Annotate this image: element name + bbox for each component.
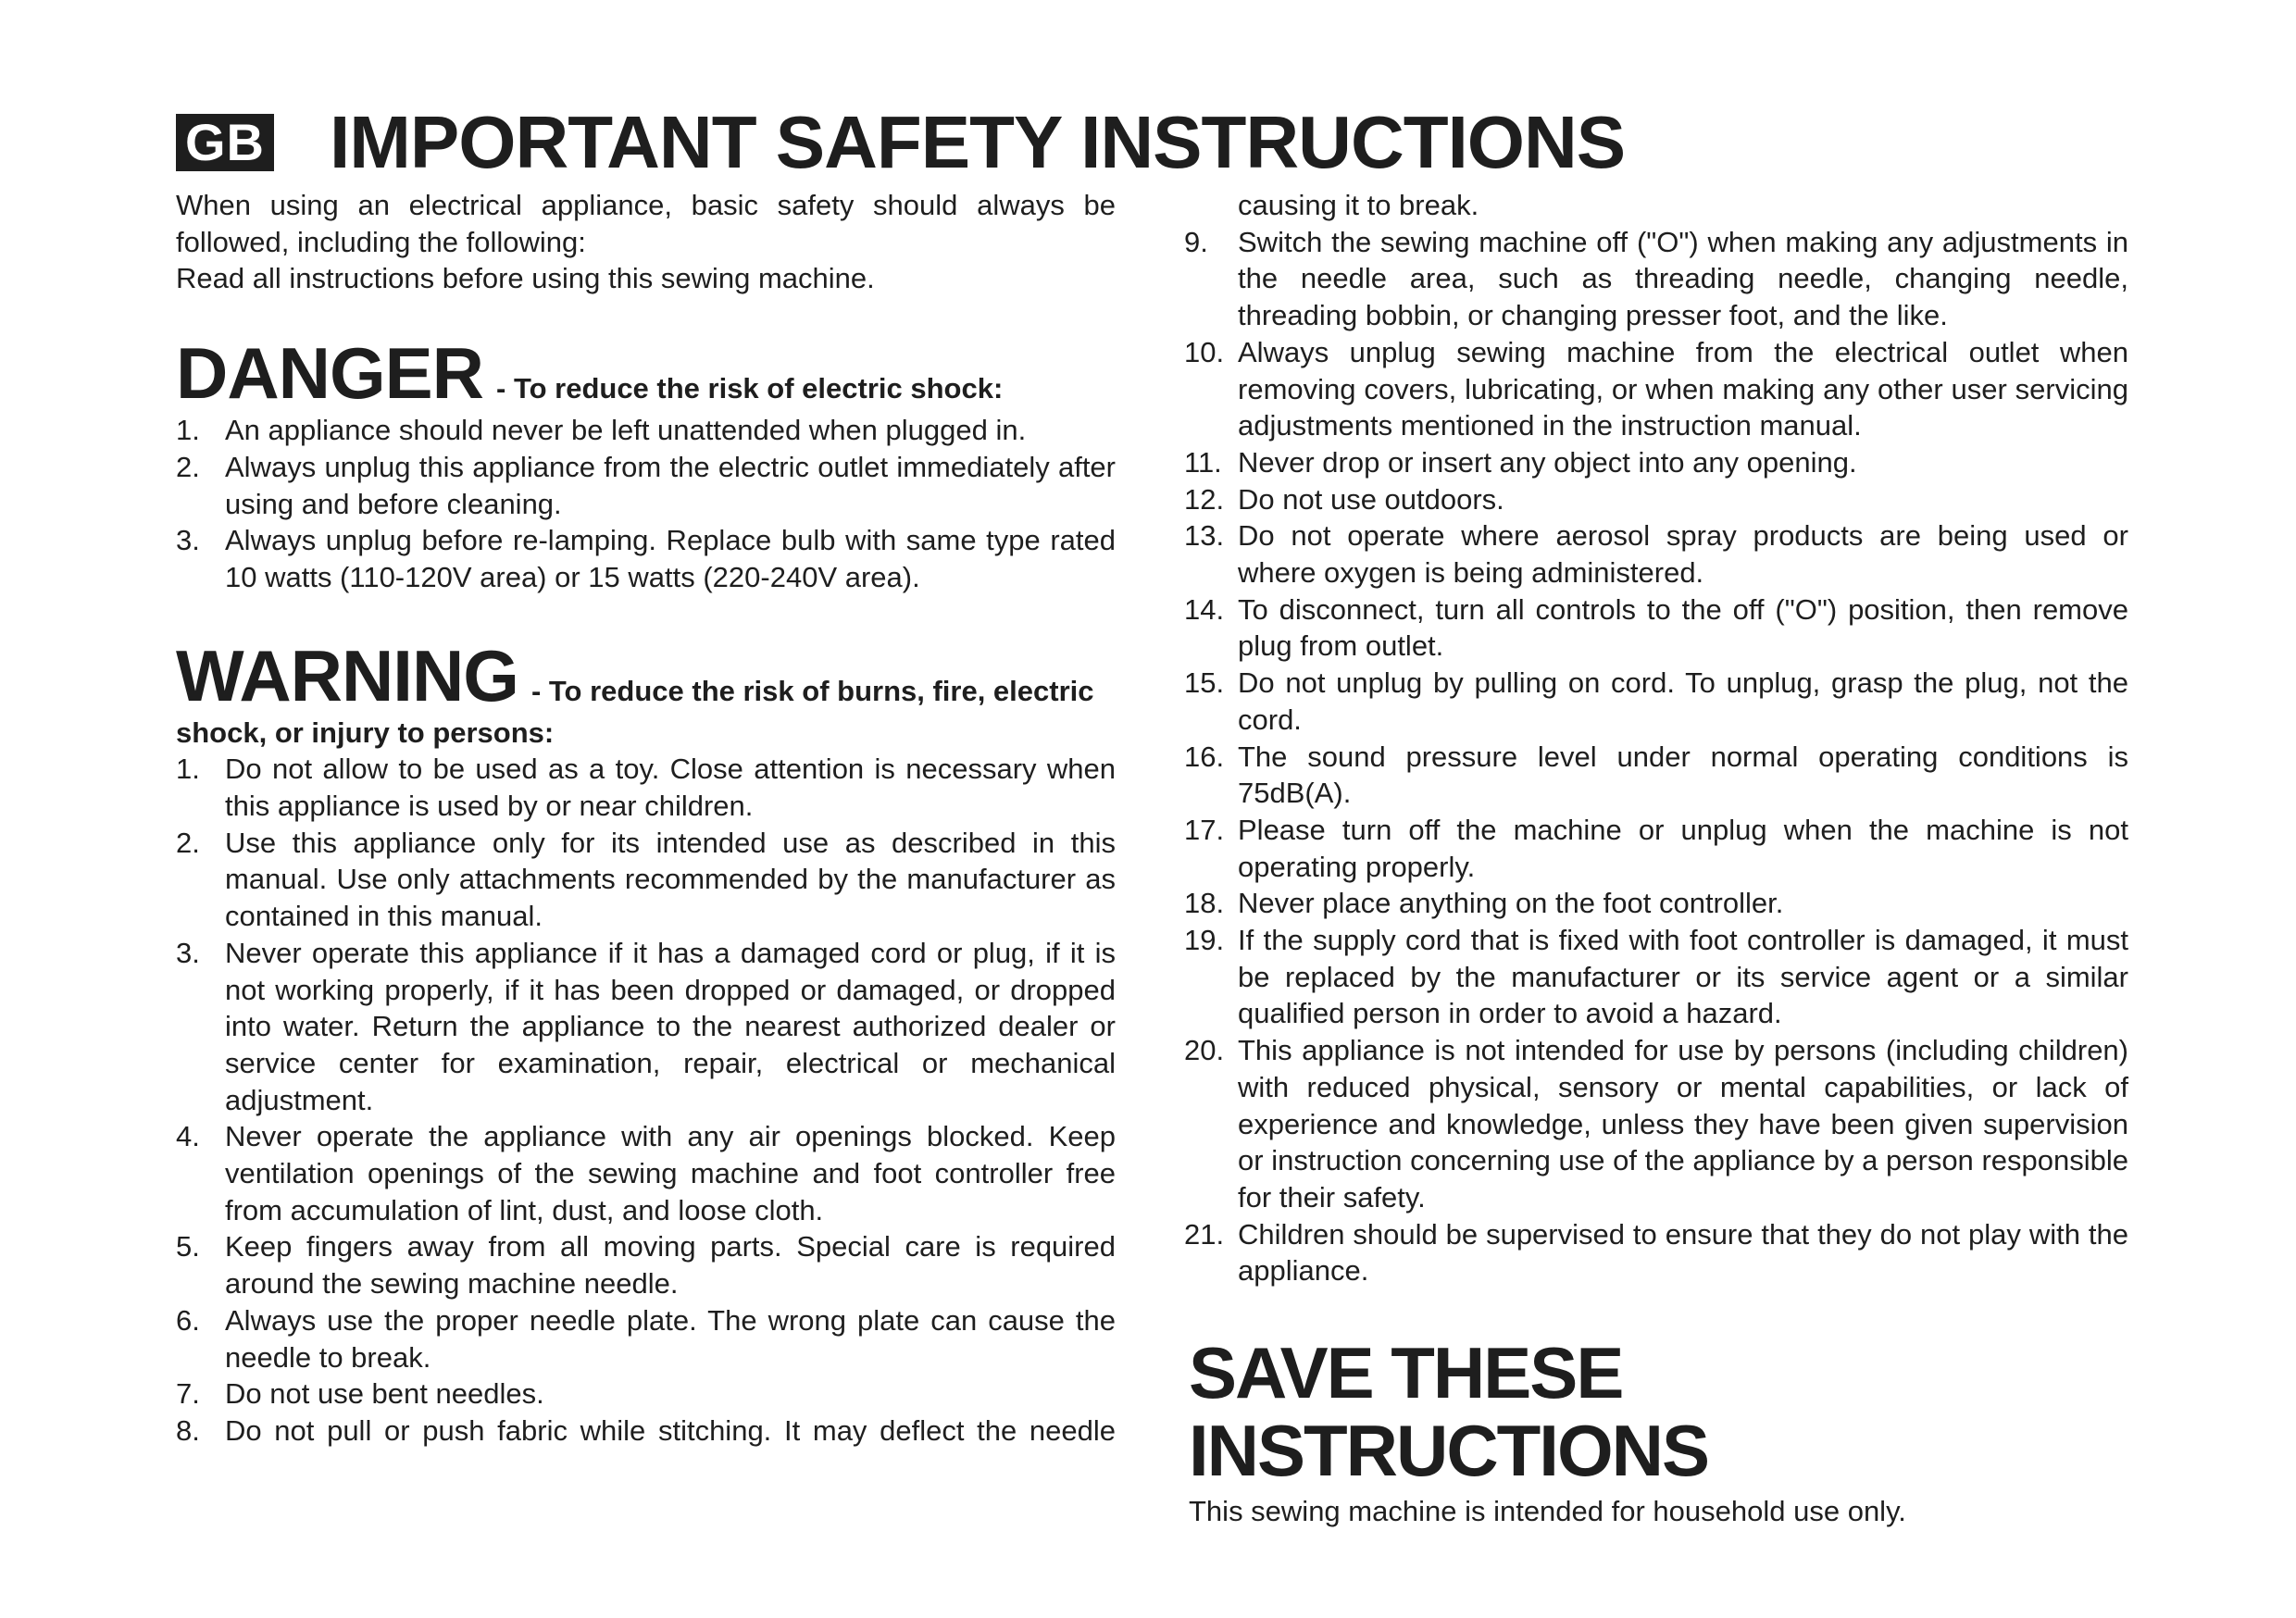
- danger-subtitle: - To reduce the risk of electric shock:: [496, 372, 1004, 405]
- list-item: 6. Always use the proper needle plate. The wrong plate can cause the needle to break.: [176, 1303, 1116, 1374]
- household-use-note: This sewing machine is intended for household use only.: [1189, 1495, 1906, 1528]
- list-item: 21. Children should be supervised to ensure that they do not play with the appliance.: [1184, 1217, 2128, 1288]
- page-title: IMPORTANT SAFETY INSTRUCTIONS: [330, 101, 1626, 183]
- list-item: 13. Do not operate where aerosol spray products are being used or where oxygen is being administered.: [1184, 519, 2128, 590]
- danger-list: [176, 412, 1116, 596]
- language-badge: GB: [176, 114, 274, 171]
- list-item: 14. To disconnect, turn all controls to the off ("O") position, then remove plug from outlet.: [1184, 592, 2128, 663]
- list-item: 11. Never drop or insert any object into any opening.: [1184, 445, 1857, 479]
- warning-list-continued: [1184, 224, 2128, 1289]
- danger-heading: [176, 332, 1116, 415]
- right-column: [1184, 187, 2128, 1530]
- list-item: 15. Do not unplug by pulling on cord. To unplug, grasp the plug, not the cord.: [1184, 666, 2128, 736]
- warning-list: [176, 751, 1116, 1449]
- save-instructions-title: SAVE THESE INSTRUCTIONS: [1189, 1332, 1708, 1492]
- list-item: 3. Never operate this appliance if it has a damaged cord or plug, if it is not working properly, if it has been dropped or damaged, or dropped into water. Return the appliance to the nearest authorized dealer or service center for examination, repair, electrical or mechanical adjustment.: [176, 936, 1116, 1116]
- danger-word: DANGER: [176, 332, 484, 415]
- warning-subtitle: - To reduce the risk of burns, fire, electric: [530, 674, 1094, 707]
- list-item: 1. Do not allow to be used as a toy. Close attention is necessary when this appliance is used by or near children.: [176, 753, 1116, 823]
- list-item: 3. Always unplug before re-lamping. Replace bulb with same type rated 10 watts (110-120V area) or 15 watts (220-240V area).: [176, 524, 1116, 593]
- warning-subtitle-cont: shock, or injury to persons:: [176, 716, 555, 749]
- warning-heading: [176, 634, 1116, 716]
- list-item: 19. If the supply cord that is fixed with foot controller is damaged, it must be replaced by the manufacturer or its service agent or a similar qualified person in order to avoid a hazard.: [1184, 924, 2128, 1030]
- list-item: 7. Do not use bent needles.: [176, 1377, 544, 1411]
- list-item: 5. Keep fingers away from all moving parts. Special care is required around the sewing machine needle.: [176, 1230, 1116, 1301]
- list-item: 16. The sound pressure level under normal operating conditions is 75dB(A).: [1184, 740, 2128, 810]
- list-item: 9. Switch the sewing machine off ("O") when making any adjustments in the needle area, such as threading needle, changing needle, threading bobbin, or changing presser foot, and the like.: [1184, 225, 2128, 332]
- list-item: 18. Never place anything on the foot controller.: [1184, 887, 1784, 920]
- list-item: 2. Use this appliance only for its intended use as described in this manual. Use only attachments recommended by the manufacturer as contained in this manual.: [176, 826, 1116, 933]
- list-item: 8. Do not pull or push fabric while stitching. It may deflect the needle: [176, 1413, 1116, 1447]
- list-item: 1. An appliance should never be left unattended when plugged in.: [176, 414, 1027, 447]
- left-column: [176, 187, 1116, 1450]
- list-item: 4. Never operate the appliance with any air openings blocked. Keep ventilation openings of the sewing machine and foot controller free from accumulation of lint, dust, and loose cloth.: [176, 1120, 1116, 1226]
- item-8-continued: causing it to break.: [1238, 189, 1479, 221]
- intro-read-all: Read all instructions before using this sewing machine.: [176, 262, 875, 295]
- list-item: 2. Always unplug this appliance from the electric outlet immediately after using and before cleaning.: [176, 450, 1116, 520]
- list-item: 10. Always unplug sewing machine from the electrical outlet when removing covers, lubricating, or when making any other user servicing adjustments mentioned in the instruction manual.: [1184, 335, 2128, 442]
- intro-text: When using an electrical appliance, basic safety should always be followed, including the following:: [176, 189, 1116, 258]
- warning-word: WARNING: [176, 634, 518, 716]
- list-item: 20. This appliance is not intended for use by persons (including children) with reduced physical, sensory or mental capabilities, or lack of experience and knowledge, unless they have been given supervision or instruction concerning use of the appliance by a person responsible for their safety.: [1184, 1034, 2128, 1214]
- list-item: 12. Do not use outdoors.: [1184, 482, 1504, 516]
- list-item: 17. Please turn off the machine or unplug when the machine is not operating properly.: [1184, 813, 2128, 883]
- page-header: [176, 102, 2166, 183]
